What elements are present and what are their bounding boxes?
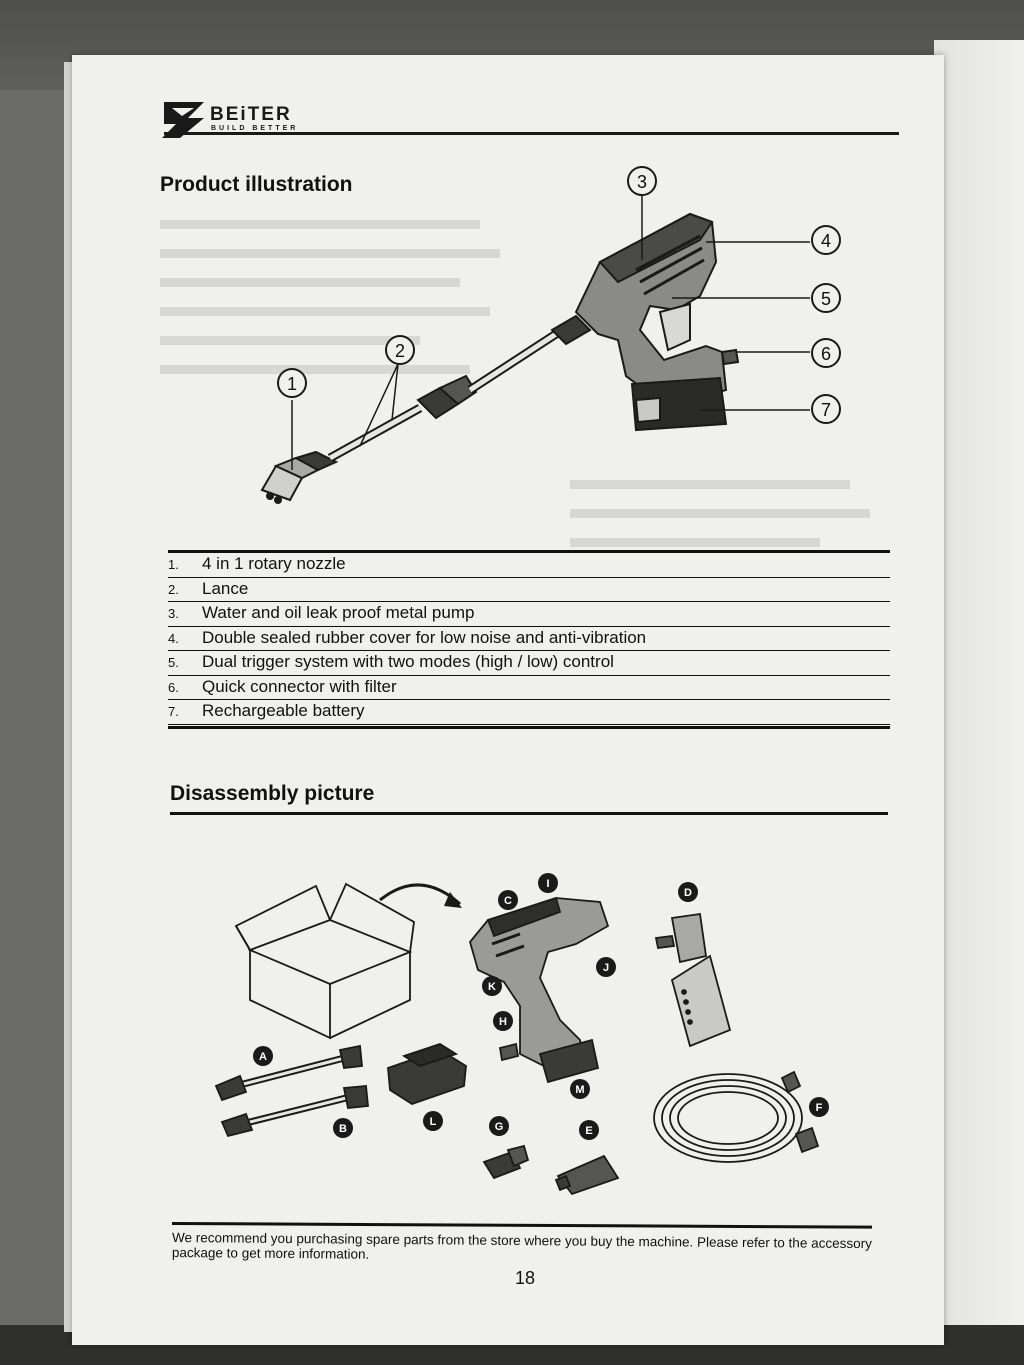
pressure-washer-illustration bbox=[0, 0, 1024, 560]
list-item-number: 1. bbox=[168, 557, 179, 572]
parts-list-bottom-rule bbox=[168, 726, 890, 729]
part-letter: J bbox=[602, 962, 610, 974]
extension-lance-icon bbox=[216, 1046, 362, 1100]
callout-2-label: 2 bbox=[394, 341, 406, 361]
list-item bbox=[168, 602, 890, 627]
list-item-text: Dual trigger system with two modes (high / low) control bbox=[202, 652, 614, 671]
list-item-text: Lance bbox=[202, 578, 249, 598]
brand-name: BEiTER bbox=[210, 104, 292, 125]
list-item bbox=[168, 651, 890, 676]
footer-note: We recommend you purchasing spare parts from the store where you buy the machine. Please refer to the accessory package to get more information. bbox=[171, 1230, 872, 1262]
list-item-number: 2. bbox=[168, 581, 179, 597]
part-letter: E bbox=[585, 1125, 593, 1137]
filter-bottle-icon bbox=[656, 914, 730, 1046]
callout-5-label: 5 bbox=[820, 289, 832, 309]
parts-list bbox=[168, 550, 890, 729]
page-number: 18 bbox=[515, 1268, 536, 1288]
callout-7-label: 7 bbox=[820, 400, 832, 420]
part-letter: B bbox=[339, 1123, 347, 1135]
part-letter: M bbox=[575, 1084, 585, 1096]
product-illustration-heading: Product illustration bbox=[160, 173, 353, 196]
callout-4-label: 4 bbox=[820, 231, 832, 251]
list-item-text: Double sealed rubber cover for low noise and anti-vibration bbox=[202, 627, 647, 647]
list-item-text: 4 in 1 rotary nozzle bbox=[202, 554, 346, 573]
list-item bbox=[168, 676, 890, 701]
disassembly-rule bbox=[170, 812, 888, 815]
list-item-number: 4. bbox=[168, 630, 179, 646]
list-item bbox=[168, 553, 890, 578]
rotary-nozzle-icon bbox=[262, 452, 336, 503]
disassembly-heading: Disassembly picture bbox=[170, 782, 375, 805]
disassembly-illustration bbox=[0, 860, 1024, 1200]
lance-icon bbox=[330, 316, 590, 458]
connector-icon bbox=[484, 1146, 528, 1178]
nozzle-icon bbox=[556, 1156, 618, 1194]
callout-6-label: 6 bbox=[820, 344, 832, 364]
package-box-icon bbox=[236, 884, 414, 1038]
list-item-text: Quick connector with filter bbox=[202, 676, 397, 696]
part-letter: G bbox=[494, 1121, 504, 1133]
callout-3-label: 3 bbox=[636, 172, 648, 192]
battery-icon bbox=[632, 378, 726, 430]
brand-tagline: BUILD BETTER bbox=[211, 125, 299, 132]
part-letter: C bbox=[504, 895, 512, 907]
list-item-number: 7. bbox=[168, 704, 179, 719]
part-letter: F bbox=[815, 1102, 823, 1114]
part-letter: A bbox=[259, 1051, 267, 1063]
list-item-number: 6. bbox=[168, 679, 179, 695]
list-item bbox=[168, 578, 890, 603]
part-letter: L bbox=[429, 1116, 437, 1128]
part-letter: I bbox=[546, 878, 550, 890]
part-letter: D bbox=[684, 887, 692, 899]
battery-pack-icon bbox=[388, 1044, 466, 1104]
list-item bbox=[168, 700, 890, 725]
part-letter: H bbox=[499, 1016, 507, 1028]
list-item-number: 3. bbox=[168, 606, 179, 621]
list-item-number: 5. bbox=[168, 655, 179, 670]
list-item-text: Water and oil leak proof metal pump bbox=[202, 603, 475, 622]
callout-1-label: 1 bbox=[286, 374, 298, 394]
list-item bbox=[168, 627, 890, 652]
part-letter: K bbox=[488, 981, 496, 993]
list-item-text: Rechargeable battery bbox=[202, 701, 365, 720]
garden-hose-icon bbox=[654, 1072, 818, 1162]
